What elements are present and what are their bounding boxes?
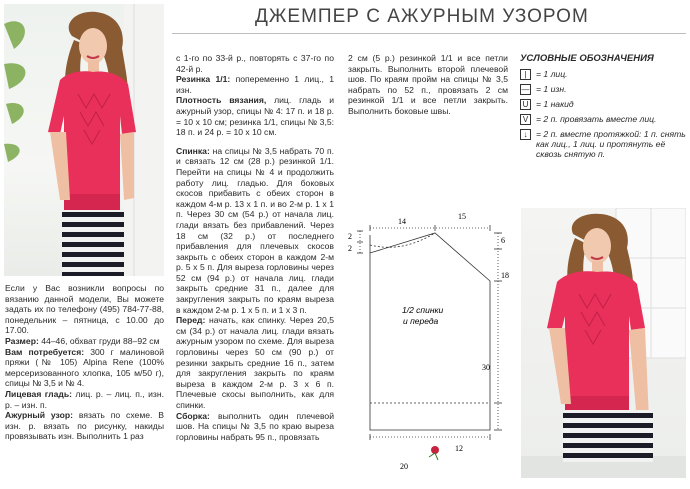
assembly-paragraph [176, 411, 334, 443]
legend [520, 53, 686, 159]
column-1 [5, 283, 164, 442]
skp-symbol-icon: ↓ [520, 129, 531, 140]
front-label: Перед: [176, 315, 206, 326]
lace-paragraph [5, 410, 164, 442]
legend-text: = 2 п. вместе протяжкой: 1 п. снять как лиц., 1 лиц. и протянуть её сквозь снятую п. [536, 129, 686, 159]
knit-symbol-icon: | [520, 69, 531, 80]
page-title: ДЖЕМПЕР С АЖУРНЫМ УЗОРОМ [255, 6, 589, 27]
legend-item-k2tog [520, 114, 686, 125]
rib-paragraph [176, 74, 334, 95]
legend-text: = 2 п. провязать вместе лиц. [536, 114, 657, 124]
legend-item-purl [520, 84, 686, 95]
schematic-label-1: 1/2 спинки [402, 305, 444, 315]
assembly-label: Сборка: [176, 410, 210, 421]
dim-top-mid: 15 [458, 212, 466, 221]
purl-symbol-icon: — [521, 85, 530, 94]
column-3 [348, 53, 508, 117]
materials-text: 300 г малиновой пряжи (№ 105) Alpina Rene (100% мерсеризованного хлопка, 105 м/50 г), спицы № 3,5 и № 4. [5, 346, 164, 389]
gauge-label: Плотность вязания, [176, 95, 267, 106]
rose-icon [429, 446, 439, 460]
legend-item-yarn-over [520, 99, 686, 110]
legend-title: УСЛОВНЫЕ ОБОЗНАЧЕНИЯ [520, 53, 654, 64]
size-text: 44–46, обхват груди 88–92 см [38, 335, 160, 346]
dim-right-18: 18 [501, 271, 509, 280]
dim-top-left: 14 [398, 217, 406, 226]
legend-text: = 1 накид [536, 99, 574, 109]
garment-schematic [340, 205, 510, 475]
model-left-illustration [4, 4, 164, 276]
stockinette-paragraph [5, 389, 164, 410]
stockinette-text: лиц. р. – лиц. п., изн. р. – изн. п. [5, 388, 164, 410]
dim-left-2b: 2 [348, 244, 352, 253]
size-paragraph [5, 336, 164, 347]
back-paragraph [176, 146, 334, 316]
k2tog-symbol-icon: V [520, 114, 531, 125]
materials-paragraph [5, 347, 164, 389]
gauge-text: лиц. гладь и ажурный узор, спицы № 4: 17 п. и 18 р. = 10 х 10 см; резинка 1/1, спицы № 3,5: 18 п. и 24 р. = 10 х 10 см. [176, 95, 334, 138]
legend-text: = 1 изн. [536, 84, 567, 94]
rib-label: Резинка 1/1: [176, 74, 231, 85]
legend-item-skp [520, 129, 686, 159]
dim-right-12: 12 [455, 444, 463, 453]
schematic-label-2: и переда [403, 316, 439, 326]
rib-text: попеременно 1 лиц., 1 изн. [176, 74, 334, 95]
materials-label: Вам потребуется: [5, 346, 85, 357]
model-right-illustration [521, 208, 686, 478]
photo-model-left [4, 4, 164, 276]
legend-item-knit [520, 69, 686, 80]
schematic-outline [370, 233, 490, 430]
stockinette-label: Лицевая гладь: [5, 388, 72, 399]
contact-intro: Если у Вас возникли вопросы по вязанию данной модели, Вы можете задать их по телефону (495) 784-77-88, понедельник – пятница, с 10.00 до 17.00. [5, 283, 164, 336]
back-text: на спицы № 3,5 набрать 70 п. и связать 12 см (28 р.) резинкой 1/1. Перейти на спицы № 4 и продолжить работу лиц. гладью. Для боковых скосов прибавить с обеих сторон в каждом 4-м р. 13 х 1 п. и во 2-м р. 1 х 1 п. Через 30 см (54 р.) от начала лиц. глади вязать без прибавлений. Через 18 см (32 р.) от последнего прибавления для плечевых скосов закрыть с обеих сторон в каждом 2-м р. 5 х 5 п. Для выреза горловины через 52 см (94 р.) от начала лиц. глади закрыть средние 31 п., далее для закругления закрыть по краям выреза в каждом 2-м р. 1 х 5 п. и 1 х 3 п. [176, 145, 334, 315]
size-label: Размер: [5, 335, 39, 346]
front-text: начать, как спинку. Через 20,5 см (34 р.) от начала лиц. глади вязать ажурным узором по схеме. Для выреза горловины через 50 см (90 р.) от резинки закрыть средние 16 п., затем для закругления закрыть по краям выреза в каждом 2-м р. 3 х 6 п. Плечевые скосы выполнить, как для спинки. [176, 315, 334, 410]
schematic-neckline [370, 233, 435, 247]
assembly-text: выполнить один плечевой шов. На спицы № 3,5 по краю выреза горловины набрать 95 п., провязать [176, 410, 334, 442]
gauge-paragraph [176, 95, 334, 137]
dim-left-2a: 2 [348, 232, 352, 241]
back-label: Спинка: [176, 145, 210, 156]
dim-right-30: 30 [482, 363, 490, 372]
lace-text: вязать по схеме. В изн. р. вязать по рисунку, накиды провязывать изн. Выполнить 1 раз [5, 410, 165, 442]
title-divider [172, 33, 686, 34]
lace-continuation: с 1-го по 33-й р., повторять с 37-го по 42-й р. [176, 53, 334, 74]
yarn-over-symbol-icon: U [520, 99, 531, 110]
column-2 [176, 53, 334, 442]
dim-right-6: 6 [501, 236, 505, 245]
legend-text: = 1 лиц. [536, 69, 568, 79]
front-paragraph [176, 315, 334, 410]
photo-model-right [521, 208, 686, 478]
assembly-continuation: 2 см (5 р.) резинкой 1/1 и все петли закрыть. Выполнить второй плечевой шов. По краям пройм на спицы № 3,5 набрать по 52 п., провязать 2 см резинкой 1/1 и все петли закрыть. Выполнить боковые швы. [348, 53, 508, 116]
lace-label: Ажурный узор: [5, 410, 73, 421]
dim-bottom-20: 20 [400, 462, 408, 471]
